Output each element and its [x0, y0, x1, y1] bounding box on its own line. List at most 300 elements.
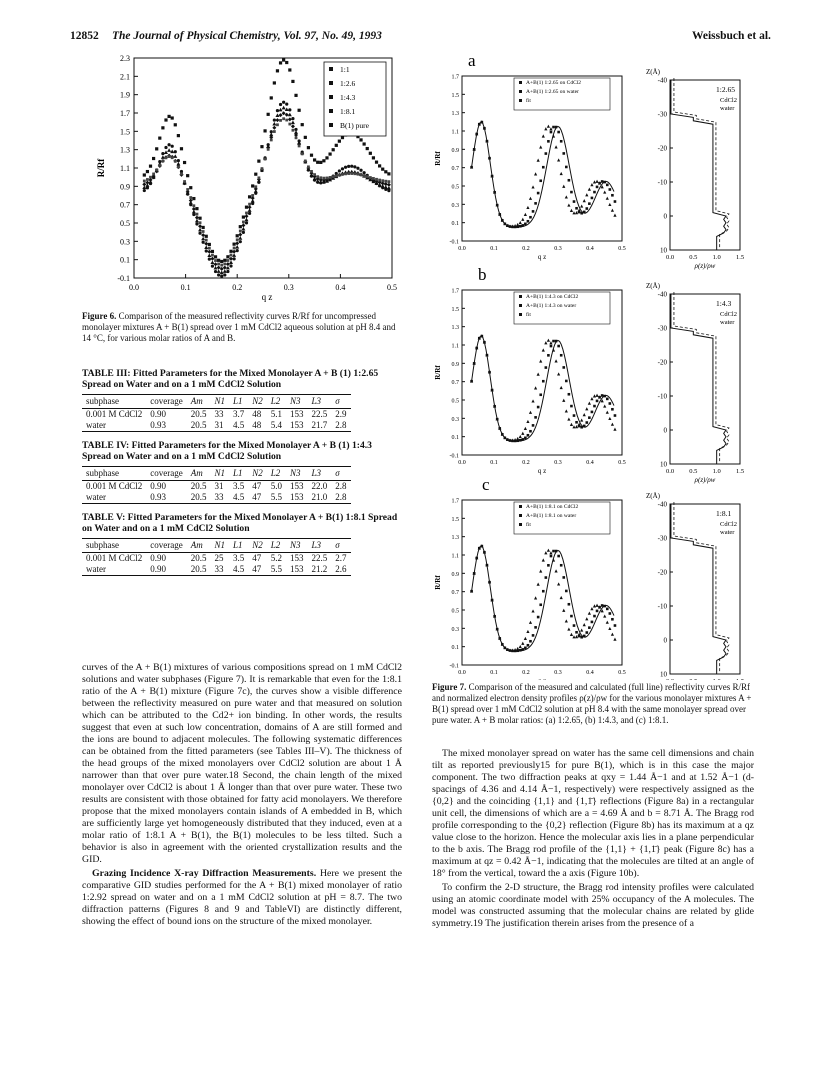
data-point	[583, 635, 586, 638]
data-point	[514, 648, 517, 651]
data-point	[542, 590, 545, 593]
data-point	[285, 61, 288, 64]
data-point	[241, 223, 245, 227]
data-point	[316, 161, 319, 164]
y-tick-label: 0.5	[451, 184, 459, 191]
legend-marker	[519, 90, 522, 93]
data-point	[608, 627, 611, 630]
data-point	[378, 179, 381, 182]
water-label: water	[720, 319, 735, 326]
data-point	[596, 610, 599, 613]
data-point	[557, 158, 560, 161]
table-cell: 5.5	[267, 492, 286, 504]
right-paragraph-1: The mixed monolayer spread on water has the same cell dimensions and chain tilt as reported previously15 for pure B(1), which is in this case the major component. The two diffraction peaks at qxy = 1.44 Å−1 and at 1.52 Å−1 (d-spacings of 4.36 and 4.14 Å−1, respectively) were respectively assigned as the {0,2} and the coinciding {1,1} and {1,1̄} reflections (Figure 8a) in a rectangular unit cell, the dimensions of which are a = 4.69 Å and b = 8.71 Å. The Bragg rod profile corresponding to the {0,2} reflection (Figure 8b) has its maximum at a qz value close to the horizon. Hence the molecular axis lies in a plane perpendicular to the b axis. The Bragg rod profile of the {1,1} + {1,1̄} peak (Figure 8c) has a maximum at qz = 0.42 Å−1, indicating that the molecules are tilted at an angle of 18° from the vertical, toward the a axis (Figure 10b).	[432, 748, 754, 879]
x-tick-label: 0.0	[458, 246, 466, 252]
data-point	[588, 202, 591, 205]
table-cell: 33	[211, 564, 230, 576]
data-point	[189, 196, 192, 199]
data-point	[557, 345, 560, 348]
table-cell: 153	[290, 481, 304, 491]
data-point	[177, 134, 180, 137]
left-column-text	[82, 662, 402, 930]
data-point	[550, 345, 553, 348]
data-point	[279, 108, 283, 112]
data-point	[611, 209, 614, 212]
y-tick-label: 0.1	[120, 255, 130, 265]
y-tick-label: 0.9	[451, 571, 459, 578]
data-point	[220, 270, 224, 274]
data-point	[350, 165, 353, 168]
data-point	[335, 174, 338, 177]
data-point	[282, 106, 286, 110]
data-point	[353, 165, 356, 168]
data-point	[208, 243, 211, 246]
data-point	[603, 605, 606, 608]
table-header-cell: subphase	[82, 539, 146, 553]
data-point	[531, 185, 534, 188]
y-tick-label: 0.9	[451, 361, 459, 368]
data-point	[328, 152, 331, 155]
table-cell: 2.8	[331, 420, 350, 432]
data-point	[593, 394, 596, 397]
data-point	[198, 232, 201, 235]
y-tick-label: 1.7	[120, 109, 130, 118]
table-title: TABLE V: Fitted Parameters for the Mixed Monolayer A + B(1) 1:8.1 Spread on Water and on a 1 mM CdCl2 Solution	[82, 512, 398, 534]
data-point	[242, 215, 245, 218]
table-header-cell: L2	[267, 539, 286, 553]
data-point	[521, 432, 524, 435]
legend-label: A+B(1) 1:2.65 on water	[526, 89, 579, 95]
journal-title: The Journal of Physical Chemistry, Vol. 97, No. 49, 1993	[112, 30, 382, 42]
data-point	[288, 113, 292, 117]
data-point	[248, 205, 252, 209]
data-point	[609, 612, 612, 615]
x-tick-label: 0.0	[458, 460, 466, 466]
data-point	[183, 161, 186, 164]
data-point	[244, 214, 248, 218]
data-point	[555, 126, 558, 129]
data-point	[565, 380, 568, 383]
data-point	[282, 101, 285, 104]
data-point	[573, 624, 576, 627]
data-point	[539, 145, 542, 148]
right-column-text	[432, 748, 754, 932]
data-point	[384, 170, 387, 173]
data-point	[152, 173, 155, 176]
data-point	[519, 649, 522, 652]
data-point	[248, 203, 251, 206]
legend-marker	[519, 523, 522, 526]
table-header-cell: N3	[286, 539, 308, 553]
data-point	[537, 616, 540, 619]
data-point	[552, 134, 555, 137]
figure-7-caption-text: Comparison of the measured and calculated (full line) reflectivity curves R/Rf and normalized electron density profiles ρ(z)/ρw for the various monolayer mixtures A + B(1) spread over 1 mM CdCl2 solution at pH 8.4 with the same monolayer spread over pure water. A + B molar ratios: (a) 1:2.65, (b) 1:4.3, and (c) 1:8.1.	[432, 682, 752, 725]
data-point	[242, 231, 245, 234]
data-point	[381, 168, 384, 171]
data-point	[214, 255, 217, 258]
data-point	[588, 612, 591, 615]
data-point	[560, 172, 563, 175]
data-point	[514, 438, 517, 441]
table-row	[82, 492, 351, 504]
data-point	[611, 408, 614, 411]
table-cell: 33	[211, 492, 230, 504]
data-point	[189, 186, 192, 189]
y-tick-label: 0.9	[451, 147, 459, 154]
y-tick-label: 1.9	[120, 90, 130, 100]
z-tick-label: -30	[657, 534, 667, 543]
data-point	[295, 136, 298, 139]
figure-6-label: Figure 6.	[82, 311, 117, 321]
table-cell: 2.7	[335, 553, 347, 563]
data-point	[529, 430, 532, 433]
data-point	[519, 221, 522, 224]
data-point	[550, 555, 553, 558]
data-point	[217, 273, 220, 276]
ratio-label: 1:2.65	[716, 85, 735, 94]
table-header-cell: Am	[187, 395, 211, 409]
y-axis-label: R/Rf	[434, 365, 442, 380]
data-point	[526, 630, 529, 633]
cdcl2-label: CdCl2	[720, 97, 737, 104]
data-point	[205, 235, 208, 238]
data-point	[273, 130, 276, 133]
z-tick-label: -10	[657, 178, 667, 187]
table-cell: 47	[248, 564, 267, 576]
data-point	[534, 202, 537, 205]
data-point	[177, 159, 180, 162]
data-point	[223, 269, 227, 273]
running-authors: Weissbuch et al.	[692, 30, 771, 42]
data-point	[341, 136, 344, 139]
table-header-cell: subphase	[82, 395, 146, 409]
legend-label: A+B(1) 1:2.65 on CdCl2	[526, 80, 582, 86]
data-point	[238, 236, 242, 240]
table-cell: 2.8	[331, 492, 350, 504]
figure-7-label: Figure 7.	[432, 682, 467, 692]
data-point	[208, 258, 211, 261]
data-point	[547, 354, 550, 357]
table-header-cell: L3	[308, 395, 332, 409]
table-cell: water	[82, 492, 146, 504]
data-point	[542, 166, 545, 169]
cdcl2-label: CdCl2	[720, 311, 737, 318]
data-point	[552, 340, 555, 343]
legend-label: B(1) pure	[340, 121, 369, 130]
y-tick-label: 0.7	[451, 166, 459, 173]
rho-tick-label	[736, 678, 744, 680]
data-point	[158, 164, 161, 167]
legend-label: 1:2.6	[340, 79, 356, 88]
data-point	[326, 177, 329, 180]
table-cell: 20.5	[187, 564, 211, 576]
data-point	[603, 614, 606, 617]
data-point	[613, 214, 616, 217]
table-header-cell: N2	[248, 395, 267, 409]
data-point	[534, 626, 537, 629]
data-point	[570, 191, 573, 194]
data-point	[210, 257, 214, 261]
data-point	[524, 637, 527, 640]
z-axis-label: Z(Å)	[646, 68, 660, 76]
data-point	[565, 619, 568, 622]
data-point	[593, 615, 596, 618]
data-point	[248, 212, 251, 215]
page-number: 12852	[70, 30, 99, 42]
data-point	[226, 270, 229, 273]
data-point	[356, 167, 359, 170]
data-point	[526, 206, 529, 209]
data-point	[357, 173, 360, 176]
y-tick-label: 1.3	[451, 111, 459, 118]
data-point	[195, 216, 199, 220]
rho-tick-label	[689, 678, 697, 680]
table-cell: 5.0	[270, 481, 283, 491]
data-point	[235, 245, 239, 249]
z-tick-label: 0	[663, 636, 667, 645]
data-point	[291, 121, 295, 125]
table-cell: 0.93	[146, 492, 186, 504]
data-point	[272, 122, 276, 126]
table-header-cell: coverage	[146, 539, 186, 553]
data-point	[350, 172, 353, 175]
table-cell: 153	[286, 420, 308, 432]
y-tick-label: 1.3	[120, 145, 130, 155]
data-point	[529, 640, 532, 643]
data-point	[555, 550, 558, 553]
data-point	[583, 199, 586, 202]
data-point	[363, 142, 366, 145]
table-row	[82, 409, 351, 421]
table-header-cell: coverage	[146, 395, 186, 409]
y-tick-label: 0.3	[120, 237, 130, 247]
data-point	[366, 175, 369, 178]
water-label: water	[720, 529, 735, 536]
data-point	[613, 428, 616, 431]
table-cell: 21.2	[308, 564, 332, 576]
data-point	[524, 647, 527, 650]
y-tick-label: 0.3	[451, 416, 459, 423]
rho-tick-label: 1.5	[735, 254, 745, 261]
data-point	[580, 212, 583, 215]
data-point	[257, 176, 260, 179]
data-point	[595, 394, 598, 397]
data-point	[230, 254, 233, 257]
y-tick-label: 0.7	[120, 200, 130, 210]
data-point	[223, 273, 226, 276]
table-cell: 153	[286, 564, 308, 576]
legend-marker	[519, 313, 522, 316]
data-point	[545, 366, 548, 369]
x-tick-label: 0.5	[618, 460, 626, 466]
data-point	[562, 366, 565, 369]
data-point	[560, 354, 563, 357]
gid-text: Here we present the comparative GID studies performed for the A + B(1) mixed monolayer of ratio 1:2.92 spread on water and on a 1 mM CdCl2 solution at pH = 8.7. The two diffraction patterns (Figures 8 and 9 and TableVI) are distinctly different, showing the effect of bound ions on the structure of the mixed monolayer.	[82, 868, 402, 927]
data-point	[531, 399, 534, 402]
data-point	[516, 647, 519, 650]
data-point	[161, 126, 164, 129]
legend-marker	[329, 95, 333, 99]
z-tick-label: 0	[663, 212, 667, 221]
data-point	[522, 438, 525, 441]
data-point	[161, 152, 164, 155]
data-point	[532, 210, 535, 213]
y-axis-label: R/Rf	[434, 575, 442, 590]
table-cell: 4.5	[229, 420, 248, 432]
data-point	[199, 221, 202, 224]
data-point	[298, 145, 301, 148]
density-profile	[671, 504, 726, 674]
data-point	[232, 253, 236, 257]
data-point	[338, 169, 341, 172]
data-point	[310, 170, 313, 173]
data-point	[322, 177, 325, 180]
data-point	[145, 181, 149, 185]
x-tick-label: 0.4	[335, 283, 346, 292]
table-header-cell: N1	[211, 395, 230, 409]
density-profile	[671, 294, 726, 464]
legend-marker	[329, 109, 333, 113]
y-tick-label: 1.7	[451, 498, 459, 505]
data-point	[260, 145, 263, 148]
data-point	[242, 221, 245, 224]
y-axis-label: R/Rf	[96, 158, 106, 178]
data-point	[585, 407, 588, 410]
y-tick-label: 1.1	[120, 164, 130, 173]
data-point	[534, 596, 537, 599]
data-point	[236, 249, 239, 252]
data-point	[372, 156, 375, 159]
x-tick-label: 0.4	[586, 460, 594, 466]
rho-axis-label: ρ(z)/ρw	[694, 262, 716, 270]
data-point	[195, 222, 198, 225]
data-point	[359, 169, 362, 172]
data-point	[301, 123, 304, 126]
data-point	[164, 150, 168, 154]
x-axis-label: q z	[261, 292, 273, 302]
data-point	[155, 147, 158, 150]
y-tick-label: 1.7	[451, 288, 459, 295]
data-point	[560, 564, 563, 567]
data-point	[239, 230, 242, 233]
y-tick-label: 2.3	[120, 54, 130, 63]
data-point	[557, 131, 560, 134]
legend-label: A+B(1) 1:4.3 on CdCl2	[526, 294, 579, 300]
table-cell: 47	[252, 481, 262, 491]
data-point	[590, 397, 593, 400]
data-point	[192, 204, 195, 207]
rho-tick-label: 0.5	[689, 468, 698, 475]
data-point	[568, 393, 571, 396]
data-point	[164, 118, 167, 121]
data-point	[239, 225, 242, 228]
rho-tick-label: 1.0	[712, 254, 721, 261]
y-tick-label: 1.7	[451, 74, 459, 81]
z-tick-label: -20	[657, 568, 667, 577]
data-point	[353, 172, 356, 175]
data-point	[527, 644, 530, 647]
density-profile	[671, 80, 726, 250]
table-cell: 2.8	[335, 481, 347, 491]
data-point	[174, 123, 177, 126]
table-header-cell: coverage	[146, 467, 186, 481]
gid-heading: Grazing Incidence X-ray Diffraction Measurements.	[92, 868, 317, 879]
data-point	[208, 247, 211, 250]
table-cell: 153	[286, 492, 308, 504]
data-point	[363, 174, 366, 177]
figure-6-plot	[76, 52, 406, 307]
data-point	[539, 359, 542, 362]
data-point	[524, 223, 527, 226]
data-point	[590, 183, 593, 186]
panel-letter: a	[468, 51, 476, 70]
data-point	[347, 165, 350, 168]
x-tick-label: 0.3	[283, 283, 294, 292]
data-point	[596, 400, 599, 403]
data-point	[575, 421, 578, 424]
data-point	[519, 645, 522, 648]
legend-label: A+B(1) 1:8.1 on CdCl2	[526, 504, 579, 510]
data-point	[267, 113, 270, 116]
data-point	[606, 411, 609, 414]
data-point	[254, 173, 257, 176]
data-point	[195, 207, 198, 210]
data-point	[542, 380, 545, 383]
table-header-cell: L3	[308, 467, 332, 481]
data-point	[565, 590, 568, 593]
z-tick-label: -20	[657, 144, 667, 153]
data-point	[608, 417, 611, 420]
data-point	[227, 259, 230, 262]
y-tick-label: 0.1	[451, 645, 459, 652]
data-point	[366, 147, 369, 150]
data-point	[261, 167, 264, 170]
data-point	[560, 140, 563, 143]
data-point	[257, 160, 260, 163]
data-point	[586, 207, 589, 210]
data-point	[226, 255, 229, 258]
table-cell: 21.7	[308, 420, 332, 432]
data-point	[593, 604, 596, 607]
data-point	[552, 558, 555, 561]
data-point	[603, 404, 606, 407]
data-point	[204, 242, 208, 246]
table-cell: 153	[290, 409, 304, 419]
table-cell: 20.5	[190, 481, 207, 491]
x-tick-label: 0.2	[522, 246, 530, 252]
data-point	[220, 264, 223, 267]
data-point	[547, 140, 550, 143]
table-cell: 47	[252, 553, 262, 563]
data-point	[519, 435, 522, 438]
table-cell: 0.90	[150, 553, 167, 563]
z-tick-label: -10	[657, 602, 667, 611]
data-point	[294, 94, 297, 97]
ratio-label: 1:8.1	[716, 509, 732, 518]
gid-paragraph	[82, 868, 402, 928]
data-point	[291, 117, 294, 120]
data-point	[532, 634, 535, 637]
data-point	[155, 168, 158, 171]
x-tick-label: 0.4	[586, 246, 594, 252]
data-point	[562, 152, 565, 155]
table-cell: 48	[252, 409, 262, 419]
data-point	[202, 226, 205, 229]
data-point	[519, 225, 522, 228]
data-point	[606, 184, 609, 187]
data-point	[614, 200, 617, 203]
table-header-cell: L2	[267, 467, 286, 481]
